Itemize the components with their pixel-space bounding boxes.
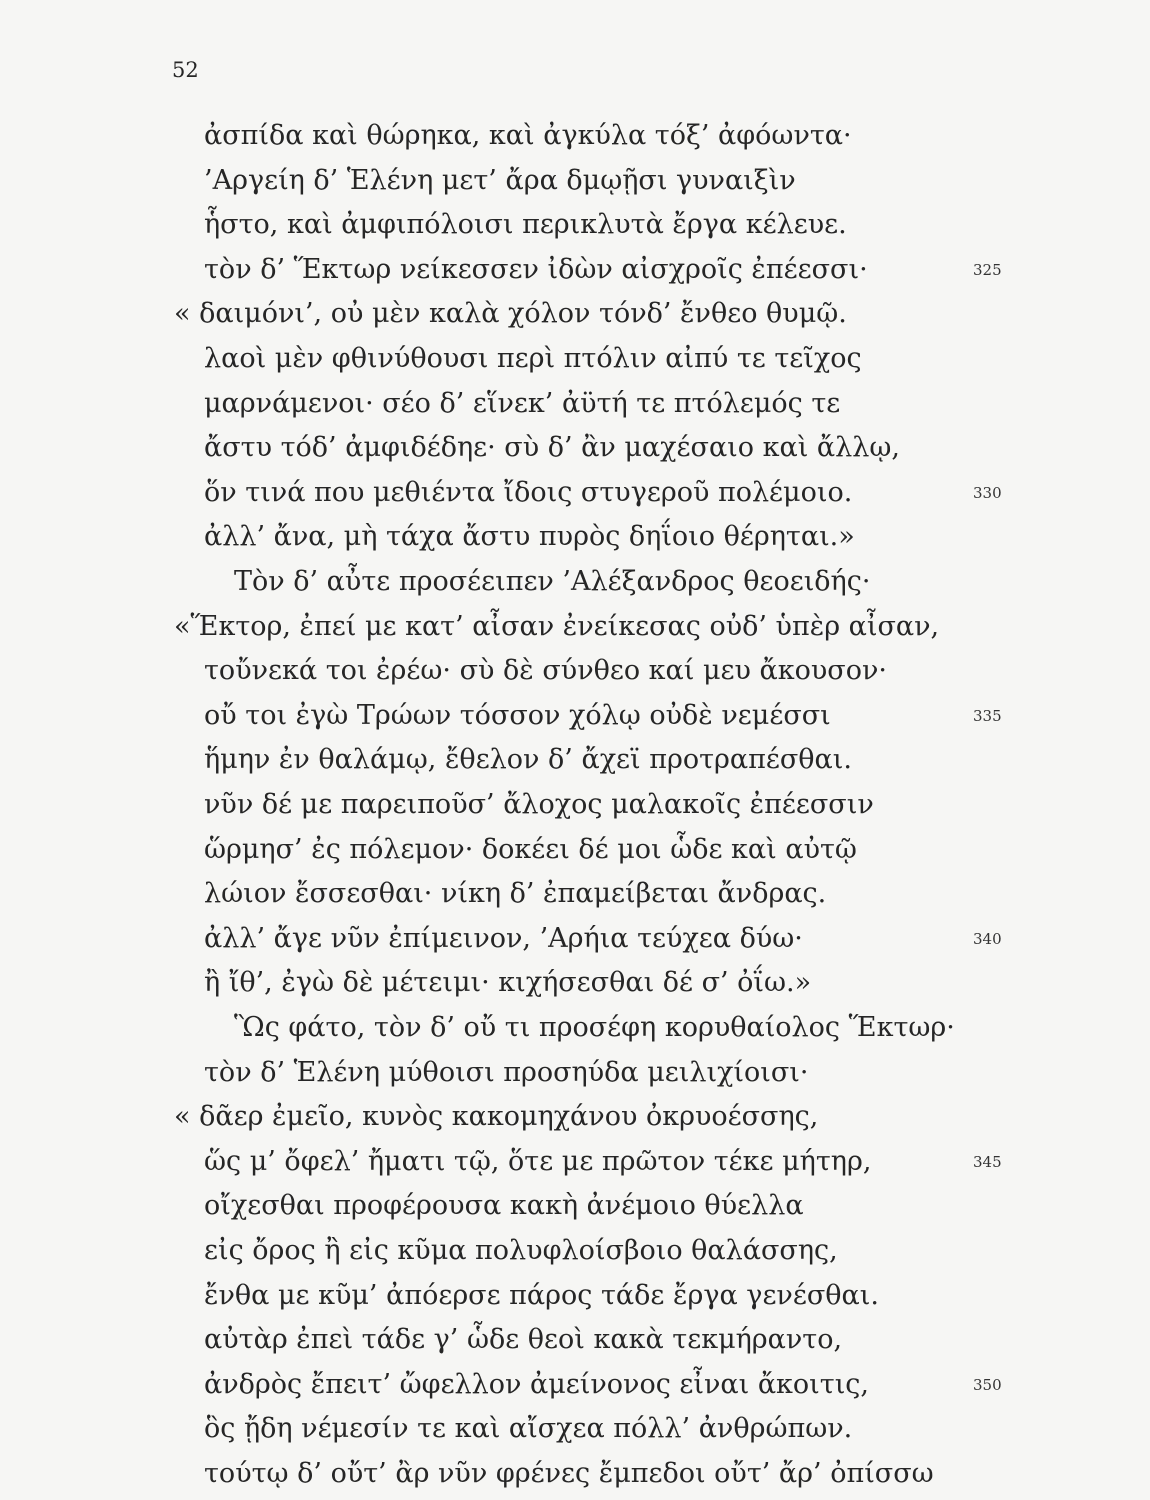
verse-line bbox=[0, 649, 1150, 694]
verse-number: 345 bbox=[973, 1152, 1002, 1171]
verse-text: ἧστο, καὶ ἀμφιπόλοισι περικλυτὰ ἔργα κέλευε. bbox=[204, 209, 847, 241]
page-number: 52 bbox=[172, 58, 199, 82]
verse-text: «Ἕκτορ, ἐπεί με κατ’ αἶσαν ἐνείκεσας οὐδ’ ὑπὲρ αἶσαν, bbox=[174, 610, 940, 642]
verse-text: « δᾶερ ἐμεῖο, κυνὸς κακομηχάνου ὀκρυοέσσης, bbox=[174, 1101, 819, 1133]
verse-line bbox=[0, 515, 1150, 560]
verse-text: αὐτὰρ ἐπεὶ τάδε γ’ ὧδε θεοὶ κακὰ τεκμήραντο, bbox=[204, 1324, 843, 1356]
verse-text: ἀλλ’ ἄνα, μὴ τάχα ἄστυ πυρὸς δηΐοιο θέρηται.» bbox=[204, 521, 855, 553]
verse-text: οἴχεσθαι προφέρουσα κακὴ ἀνέμοιο θύελλα bbox=[204, 1190, 804, 1222]
verse-text: τὸν δ’ Ἕκτωρ νείκεσσεν ἰδὼν αἰσχροῖς ἐπέεσσι· bbox=[204, 253, 868, 285]
verse-line bbox=[0, 917, 1150, 962]
verse-line bbox=[0, 1006, 1150, 1051]
verse-line bbox=[0, 1229, 1150, 1274]
verse-text: μαρνάμενοι· σέο δ’ εἵνεκ’ ἀϋτή τε πτόλεμός τε bbox=[204, 387, 841, 419]
verse-text: ἀλλ’ ἄγε νῦν ἐπίμεινον, ’Αρήια τεύχεα δύω· bbox=[204, 922, 803, 954]
verse-text: ὅν τινά που μεθιέντα ἴδοις στυγεροῦ πολέμοιο. bbox=[204, 476, 853, 508]
verse-line bbox=[0, 248, 1150, 293]
verse-line bbox=[0, 114, 1150, 159]
verse-number: 335 bbox=[973, 706, 1002, 725]
verse-text: εἰς ὄρος ἢ εἰς κῦμα πολυφλοίσβοιο θαλάσσης, bbox=[204, 1235, 838, 1266]
verse-text: ὥρμησ’ ἐς πόλεμον· δοκέει δέ μοι ὧδε καὶ αὐτῷ bbox=[204, 833, 857, 865]
verse-line bbox=[0, 471, 1150, 516]
verse-text: ὃς ᾔδη νέμεσίν τε καὶ αἴσχεα πόλλ’ ἀνθρώπων. bbox=[204, 1413, 853, 1445]
verse-text: λαοὶ μὲν φθινύθουσι περὶ πτόλιν αἰπύ τε τεῖχος bbox=[204, 343, 862, 374]
verse-line bbox=[0, 1184, 1150, 1229]
verse-line bbox=[0, 292, 1150, 337]
verse-line bbox=[0, 560, 1150, 605]
verse-text: ἥμην ἐν θαλάμῳ, ἔθελον δ’ ἄχεϊ προτραπέσθαι. bbox=[204, 744, 852, 776]
verse-line bbox=[0, 1318, 1150, 1363]
verse-line bbox=[0, 1051, 1150, 1096]
verse-number: 340 bbox=[973, 929, 1002, 948]
verse-line bbox=[0, 1095, 1150, 1140]
verse-number: 350 bbox=[973, 1375, 1002, 1394]
verse-text: Τὸν δ’ αὖτε προσέειπεν ’Αλέξανδρος θεοειδής· bbox=[234, 566, 871, 597]
verse-line bbox=[0, 694, 1150, 739]
verse-text: τοὔνεκά τοι ἐρέω· σὺ δὲ σύνθεο καί μευ ἄκουσον· bbox=[204, 655, 887, 687]
verse-text: Ὣς φάτο, τὸν δ’ οὔ τι προσέφη κορυθαίολος Ἕκτωρ· bbox=[234, 1012, 955, 1043]
verse-line bbox=[0, 382, 1150, 427]
verse-line bbox=[0, 159, 1150, 204]
verse-text: ἀσπίδα καὶ θώρηκα, καὶ ἀγκύλα τόξ’ ἀφόωντα· bbox=[204, 120, 852, 151]
verse-line bbox=[0, 872, 1150, 917]
verse-text: ἀνδρὸς ἔπειτ’ ὤφελλον ἀμείνονος εἶναι ἄκοιτις, bbox=[204, 1368, 869, 1400]
verse-line bbox=[0, 1407, 1150, 1452]
verse-line bbox=[0, 337, 1150, 382]
verse-text: τούτῳ δ’ οὔτ’ ἂρ νῦν φρένες ἔμπεδοι οὔτ’ ἄρ’ ὀπίσσω bbox=[204, 1458, 934, 1489]
verse-text: ἢ ἴθ’, ἐγὼ δὲ μέτειμι· κιχήσεσθαι δέ σ’ ὀΐω.» bbox=[204, 967, 812, 999]
verse-line bbox=[0, 203, 1150, 248]
verse-line bbox=[0, 961, 1150, 1006]
verse-line bbox=[0, 783, 1150, 828]
verse-text: τὸν δ’ Ἑλένη μύθοισι προσηύδα μειλιχίοισι· bbox=[204, 1056, 809, 1088]
verse-line bbox=[0, 1452, 1150, 1497]
verse-text: ὥς μ’ ὄφελ’ ἤματι τῷ, ὅτε με πρῶτον τέκε μήτηρ, bbox=[204, 1145, 872, 1177]
verse-text: ’Αργείη δ’ Ἑλένη μετ’ ἄρα δμῳῇσι γυναιξὶν bbox=[204, 164, 796, 196]
verse-text: νῦν δέ με παρειποῦσ’ ἄλοχος μαλακοῖς ἐπέεσσιν bbox=[204, 789, 874, 820]
verse-text: ἔνθα με κῦμ’ ἀπόερσε πάρος τάδε ἔργα γενέσθαι. bbox=[204, 1279, 879, 1311]
verse-line bbox=[0, 1140, 1150, 1185]
verse-text: « δαιμόνι’, οὐ μὲν καλὰ χόλον τόνδ’ ἔνθεο θυμῷ. bbox=[174, 298, 847, 330]
verse-text: ἄστυ τόδ’ ἀμφιδέδηε· σὺ δ’ ἂν μαχέσαιο καὶ ἄλλῳ, bbox=[204, 432, 900, 464]
verse-number: 330 bbox=[973, 483, 1002, 502]
verse-text: οὔ τοι ἐγὼ Τρώων τόσσον χόλῳ οὐδὲ νεμέσσι bbox=[204, 699, 831, 731]
verse-line bbox=[0, 828, 1150, 873]
verse-line bbox=[0, 738, 1150, 783]
verse-text: λώιον ἔσσεσθαι· νίκη δ’ ἐπαμείβεται ἄνδρας. bbox=[204, 878, 827, 910]
verse-number: 325 bbox=[973, 260, 1002, 279]
verse-line bbox=[0, 426, 1150, 471]
verse-line bbox=[0, 605, 1150, 650]
verse-line bbox=[0, 1274, 1150, 1319]
verse-line bbox=[0, 1363, 1150, 1408]
